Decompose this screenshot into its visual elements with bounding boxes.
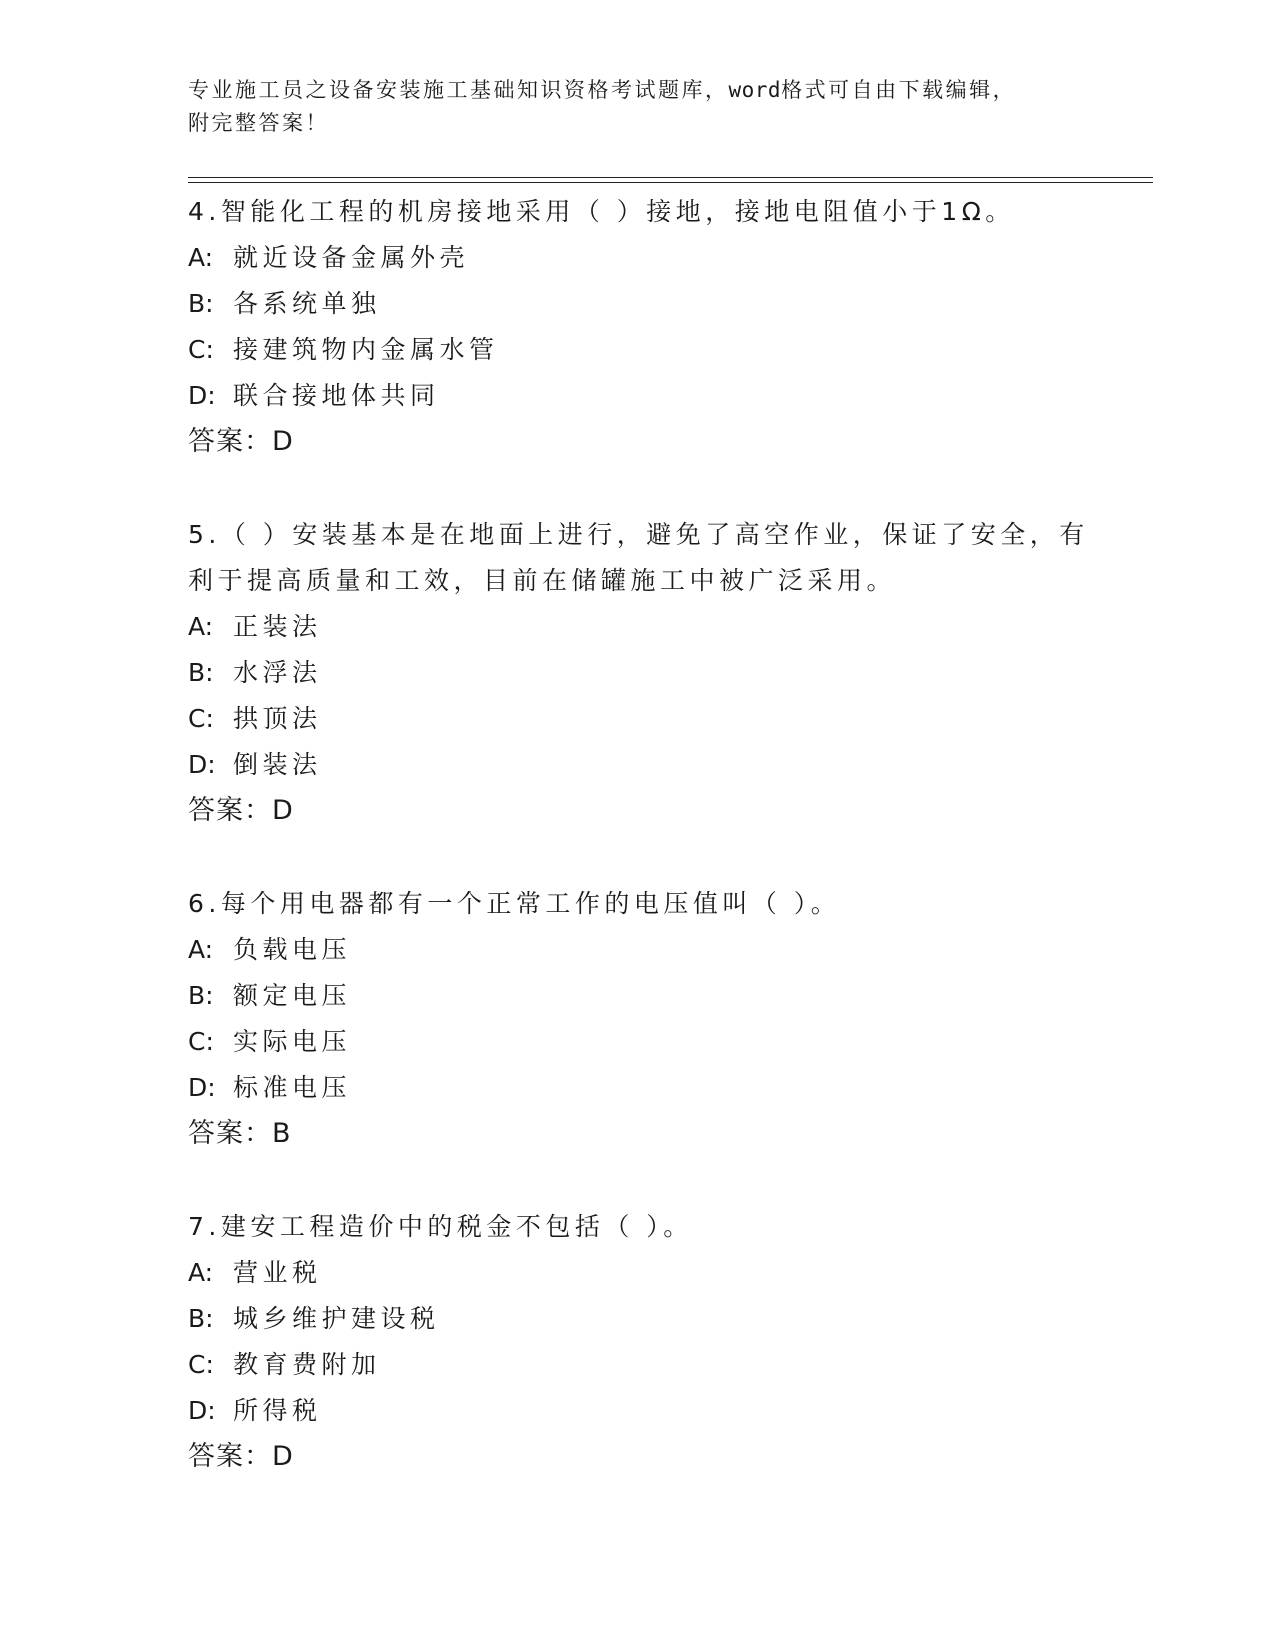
option-c [188,327,1138,373]
option-text: 拱顶法 [233,704,322,733]
question-stem-continued: 利于提高质量和工效，目前在储罐施工中被广泛采用。 [188,566,897,595]
option-a [188,927,1138,973]
question-item [188,512,1138,834]
option-key: D: [188,1073,216,1102]
option-key: D: [188,381,216,410]
document-header [188,74,1088,140]
header-divider-top [188,177,1153,178]
option-key: B: [188,1304,214,1333]
option-d [188,1388,1138,1434]
option-text: 标准电压 [233,1073,352,1102]
option-a [188,604,1138,650]
header-text-word: word [728,78,782,102]
option-text: 倒装法 [233,750,322,779]
header-text-post: 格式可自由下载编辑， [781,78,1017,102]
option-key: B: [188,658,214,687]
option-c [188,1342,1138,1388]
header-divider-bottom [188,182,1153,183]
option-text: 额定电压 [233,981,352,1010]
option-b [188,650,1138,696]
option-key: B: [188,289,214,318]
option-a [188,1250,1138,1296]
option-text: 教育费附加 [233,1350,381,1379]
question-list [188,189,1138,1527]
option-d [188,1065,1138,1111]
question-stem: 4.智能化工程的机房接地采用（ ）接地，接地电阻值小于1Ω。 [188,197,1015,226]
option-text: 实际电压 [233,1027,352,1056]
answer-line: 答案：D [188,795,294,826]
option-b [188,281,1138,327]
answer-line: 答案：D [188,1441,294,1472]
header-text-pre: 专业施工员之设备安装施工基础知识资格考试题库， [188,78,729,102]
question-item [188,189,1138,465]
option-key: C: [188,1350,214,1379]
option-text: 正装法 [233,612,322,641]
option-key: A: [188,935,214,964]
option-d [188,373,1138,419]
option-text: 水浮法 [233,658,322,687]
header-line-2: 附完整答案！ [188,111,329,135]
option-text: 城乡维护建设税 [233,1304,440,1333]
option-key: A: [188,612,214,641]
option-key: A: [188,1258,214,1287]
option-key: C: [188,335,214,364]
option-text: 联合接地体共同 [233,381,440,410]
option-d [188,742,1138,788]
option-text: 所得税 [233,1396,322,1425]
option-b [188,1296,1138,1342]
option-key: A: [188,243,214,272]
option-text: 各系统单独 [233,289,381,318]
option-key: C: [188,704,214,733]
option-text: 接建筑物内金属水管 [233,335,499,364]
question-item [188,881,1138,1157]
option-text: 营业税 [233,1258,322,1287]
option-text: 负载电压 [233,935,352,964]
answer-line: 答案：D [188,426,294,457]
option-key: C: [188,1027,214,1056]
option-key: D: [188,1396,216,1425]
option-c [188,1019,1138,1065]
option-a [188,235,1138,281]
option-c [188,696,1138,742]
question-stem: 5.（ ）安装基本是在地面上进行，避免了高空作业，保证了安全，有 [188,520,1089,549]
header-line-1 [188,74,1088,107]
option-key: D: [188,750,216,779]
question-item [188,1204,1138,1480]
answer-line: 答案：B [188,1118,292,1149]
question-stem: 7.建安工程造价中的税金不包括（ ）。 [188,1212,693,1241]
option-text: 就近设备金属外壳 [233,243,470,272]
option-b [188,973,1138,1019]
option-key: B: [188,981,214,1010]
question-stem: 6.每个用电器都有一个正常工作的电压值叫（ ）。 [188,889,841,918]
